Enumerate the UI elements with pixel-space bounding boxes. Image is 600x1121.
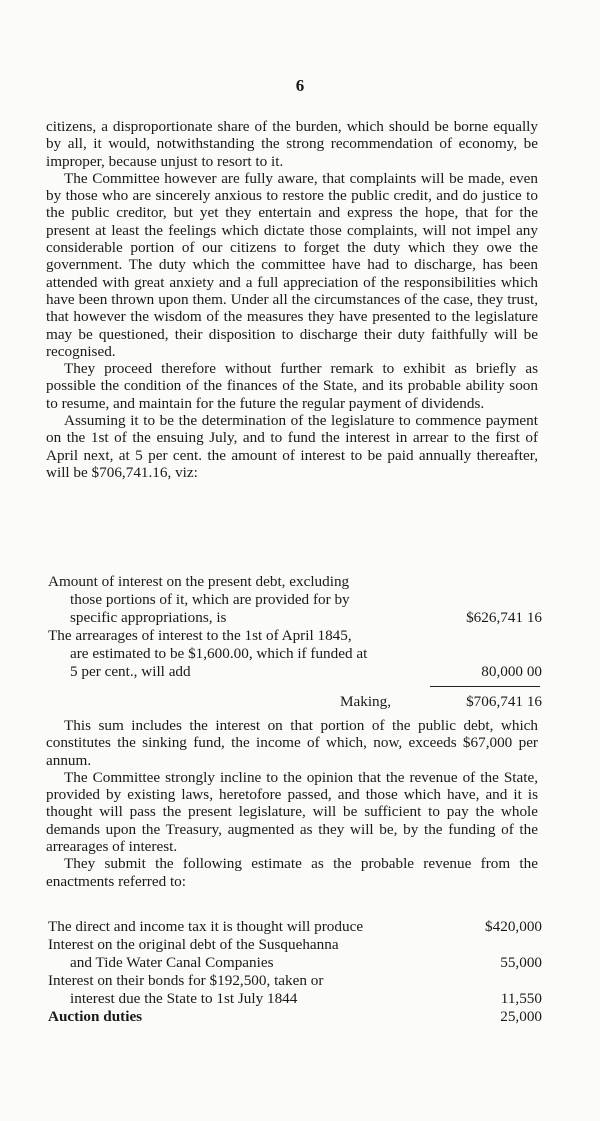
paragraph: citizens, a disproportionate share of the burden, which should be borne equally by all, it would, notwithstanding the strong recommendation of economy, be improper, because unjust to resort to it. <box>46 118 538 170</box>
sum-rule <box>430 686 540 687</box>
interest-amount: $626,741 16 <box>466 609 542 626</box>
interest-item-line: are estimated to be $1,600.00, which if funded at <box>70 645 368 662</box>
revenue-item: and Tide Water Canal Companies <box>70 954 274 971</box>
revenue-item: Interest on the original debt of the Susquehanna <box>48 936 339 953</box>
revenue-amount: 55,000 <box>500 954 542 971</box>
interest-item-line: those portions of it, which are provided for by <box>70 591 350 608</box>
interest-item-line: specific appropriations, is <box>70 609 227 626</box>
interest-item-line: The arrearages of interest to the 1st of April 1845, <box>48 627 352 644</box>
interest-item-row <box>48 663 542 680</box>
revenue-amount: 11,550 <box>500 990 542 1007</box>
interest-item-line: Amount of interest on the present debt, excluding <box>48 573 350 590</box>
body-text-bottom <box>46 717 538 890</box>
total-amount: $706,741 16 <box>466 693 542 710</box>
revenue-amount: $420,000 <box>485 918 542 935</box>
total-label: Making, <box>340 693 392 710</box>
revenue-item: Auction duties <box>48 1008 143 1025</box>
interest-item-row <box>48 609 542 626</box>
revenue-row <box>48 954 542 971</box>
revenue-row <box>48 918 542 935</box>
interest-item-line: 5 per cent., will add <box>70 663 191 680</box>
interest-amount: 80,000 00 <box>481 663 542 680</box>
paragraph: The Committee however are fully aware, that complaints will be made, even by those who are sincerely anxious to restore the public credit, and do justice to the public creditor, but yet they entertain and express the hope, that for the present at least the feelings which dictate those complaints, will not impel any considerable portion of our citizens to forget the duty which they owe the government. The duty which the committee have had to discharge, has been attended with great anxiety and a full appreciation of the responsibilities which have been thrown upon them. Under all the circumstances of the case, they trust, that however the wisdom of the measures they have presented to the legislature may be questioned, their disposition to discharge their duty faithfully will be recognised. <box>46 169 538 360</box>
revenue-item: interest due the State to 1st July 1844 <box>70 990 298 1007</box>
revenue-amount: 25,000 <box>500 1008 542 1025</box>
paragraph: The Committee strongly incline to the opinion that the revenue of the State, provided by existing laws, heretofore passed, and those which have, and it is thought will pass the present legislature, will be sufficient to pay the whole demands upon the Treasury, augmented as they will be, by the funding of the arrearages of interest. <box>46 768 538 856</box>
interest-total-row <box>340 693 542 710</box>
revenue-row <box>48 1008 542 1025</box>
paragraph: Assuming it to be the determination of the legislature to commence payment on the 1st of the ensuing July, and to fund the interest in arrear to the first of April next, at 5 per cent. the amount of interest to be paid annually thereafter, will be $706,741.16, viz: <box>46 412 538 481</box>
page-number: 6 <box>295 76 305 95</box>
revenue-item: The direct and income tax it is thought will produce <box>48 918 364 935</box>
paragraph: This sum includes the interest on that portion of the public debt, which constitutes the sinking fund, the income of which, now, exceeds $67,000 per annum. <box>46 717 538 769</box>
revenue-item: Interest on their bonds for $192,500, taken or <box>48 972 324 989</box>
paragraph: They proceed therefore without further remark to exhibit as briefly as possible the condition of the finances of the State, and its probable ability soon to resume, and maintain for the future the regular payment of dividends. <box>46 360 538 412</box>
paragraph: They submit the following estimate as the probable revenue from the enactments referred to: <box>46 855 538 890</box>
revenue-row <box>48 990 542 1007</box>
body-text-top <box>46 118 538 481</box>
